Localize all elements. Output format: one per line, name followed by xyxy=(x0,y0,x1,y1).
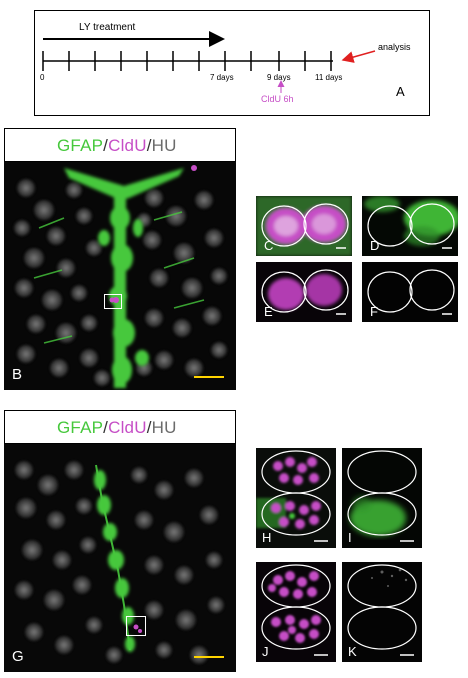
timeline-panel xyxy=(34,10,430,116)
inset-j xyxy=(256,562,336,662)
separator: / xyxy=(146,136,152,155)
micrograph-b-channel-label xyxy=(57,136,177,156)
analysis-label: analysis xyxy=(378,42,411,52)
micrograph-b-image xyxy=(4,128,236,390)
cldu-label: CldU 6h xyxy=(261,94,294,104)
panel-letter-h: H xyxy=(262,530,272,545)
panel-letter-e: E xyxy=(264,304,273,319)
inset-h xyxy=(256,448,336,548)
inset-e xyxy=(256,262,352,322)
inset-f xyxy=(362,262,458,322)
inset-c xyxy=(256,196,352,256)
scale-bar xyxy=(194,376,224,378)
analysis-arrow xyxy=(343,51,375,60)
tick-label-11: 11 days xyxy=(315,73,343,82)
treatment-label: LY treatment xyxy=(79,22,136,33)
micrograph-g xyxy=(4,410,236,672)
micrograph-b-header xyxy=(4,128,236,162)
micrograph-g-image xyxy=(4,410,236,672)
separator: / xyxy=(146,418,152,437)
inset-k xyxy=(342,562,422,662)
hu-label: HU xyxy=(151,136,177,155)
tick-label-0: 0 xyxy=(40,73,45,82)
inset-i-image xyxy=(342,448,422,548)
cldu-label: CldU xyxy=(108,418,147,437)
panel-letter-b: B xyxy=(12,366,23,383)
micrograph-g-channel-label xyxy=(57,418,177,438)
panel-letter-i: I xyxy=(348,530,352,545)
panel-letter-d: D xyxy=(370,238,380,253)
tick-label-9: 9 days xyxy=(267,73,291,82)
micrograph-b xyxy=(4,128,236,390)
micrograph-g-header xyxy=(4,410,236,444)
cldu-label: CldU xyxy=(108,136,147,155)
separator: / xyxy=(103,418,109,437)
tick-label-7: 7 days xyxy=(210,73,234,82)
hu-label: HU xyxy=(151,418,177,437)
inset-marker-b xyxy=(104,294,122,309)
panel-letter-a: A xyxy=(396,84,405,99)
inset-marker-g xyxy=(126,616,146,636)
scale-bar xyxy=(194,656,224,658)
panel-letter-j: J xyxy=(262,644,269,659)
panel-letter-k: K xyxy=(348,644,357,659)
inset-d xyxy=(362,196,458,256)
panel-letter-c: C xyxy=(264,238,274,253)
panel-letter-g: G xyxy=(12,648,24,665)
gfap-label: GFAP xyxy=(57,418,104,437)
inset-i xyxy=(342,448,422,548)
separator: / xyxy=(103,136,109,155)
panel-letter-f: F xyxy=(370,304,378,319)
gfap-label: GFAP xyxy=(57,136,104,155)
